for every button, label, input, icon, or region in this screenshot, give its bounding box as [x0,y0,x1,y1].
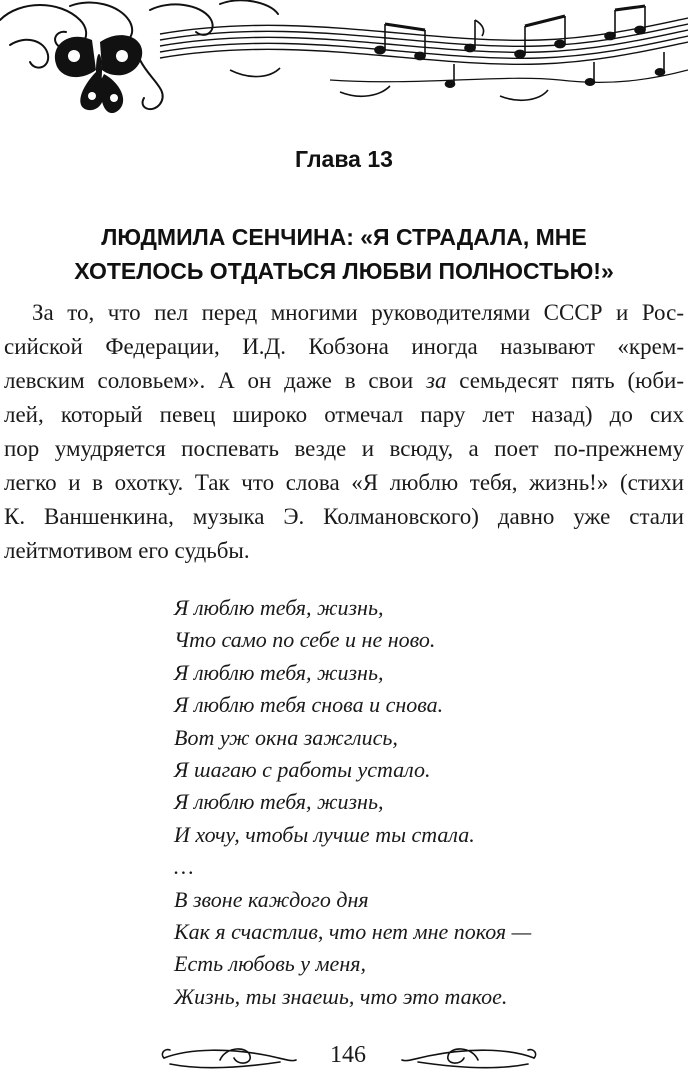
poem-line: Есть любовь у меня, [174,951,366,977]
body-paragraph [4,296,684,568]
poem-line: Я люблю тебя, жизнь, [174,595,384,620]
paragraph-line: К. Ваншенкина, музыка Э. Колмановского) давно уже стали [4,504,684,529]
paragraph-line: сийской Федерации, И.Д. Кобзона иногда называют «крем- [4,334,684,359]
poem-quote [174,592,654,1013]
paragraph-line: легко и в охотку. Так что слова «Я люблю тебя, жизнь!» (стихи [4,470,684,495]
paragraph-line: пор умудряется поспевать везде и всюду, а поет по-прежнему [4,436,684,461]
emphasized-word: за [425,368,447,393]
paragraph-line: За то, что пел перед многими руководителями СССР и Рос- [32,300,684,325]
footer-flourish-left [160,1040,300,1074]
paragraph-line: лейтмотивом его судьбы. [4,538,250,563]
poem-line: Жизнь, ты знаешь, что это такое. [174,983,508,1009]
page-number: 146 [330,1042,366,1068]
poem-line: Я люблю тебя снова и снова. [174,692,444,718]
header-ornament-music-butterfly [0,0,688,120]
chapter-title [20,220,668,288]
music-staff [160,18,688,82]
poem-line: Я люблю тебя, жизнь, [174,659,384,685]
poem-line: Что само по себе и не ново. [174,627,436,653]
chapter-title-line: ХОТЕЛОСЬ ОТДАТЬСЯ ЛЮБВИ ПОЛНОСТЬЮ!» [74,258,614,284]
poem-line: Вот уж окна зажглись, [174,724,398,750]
poem-line: … [174,854,194,880]
poem-line: Я люблю тебя, жизнь, [174,789,384,815]
chapter-heading: Глава 13 [295,146,393,172]
poem-line: В звоне каждого дня [174,886,369,912]
paragraph-line: лей, который певец широко отмечал пару лет назад) до сих [4,402,684,427]
chapter-title-line: ЛЮДМИЛА СЕНЧИНА: «Я СТРАДАЛА, МНЕ [101,224,587,250]
footer-flourish-right [398,1040,538,1074]
butterfly-icon [55,35,142,113]
poem-line: Как я счастлив, что нет мне покоя — [174,918,532,944]
poem-line: И хочу, чтобы лучше ты стала. [174,821,475,847]
poem-line: Я шагаю с работы устало. [174,756,431,782]
paragraph-line: левским соловьем». А он даже в свои за семьдесят пять (юби- [4,368,684,393]
